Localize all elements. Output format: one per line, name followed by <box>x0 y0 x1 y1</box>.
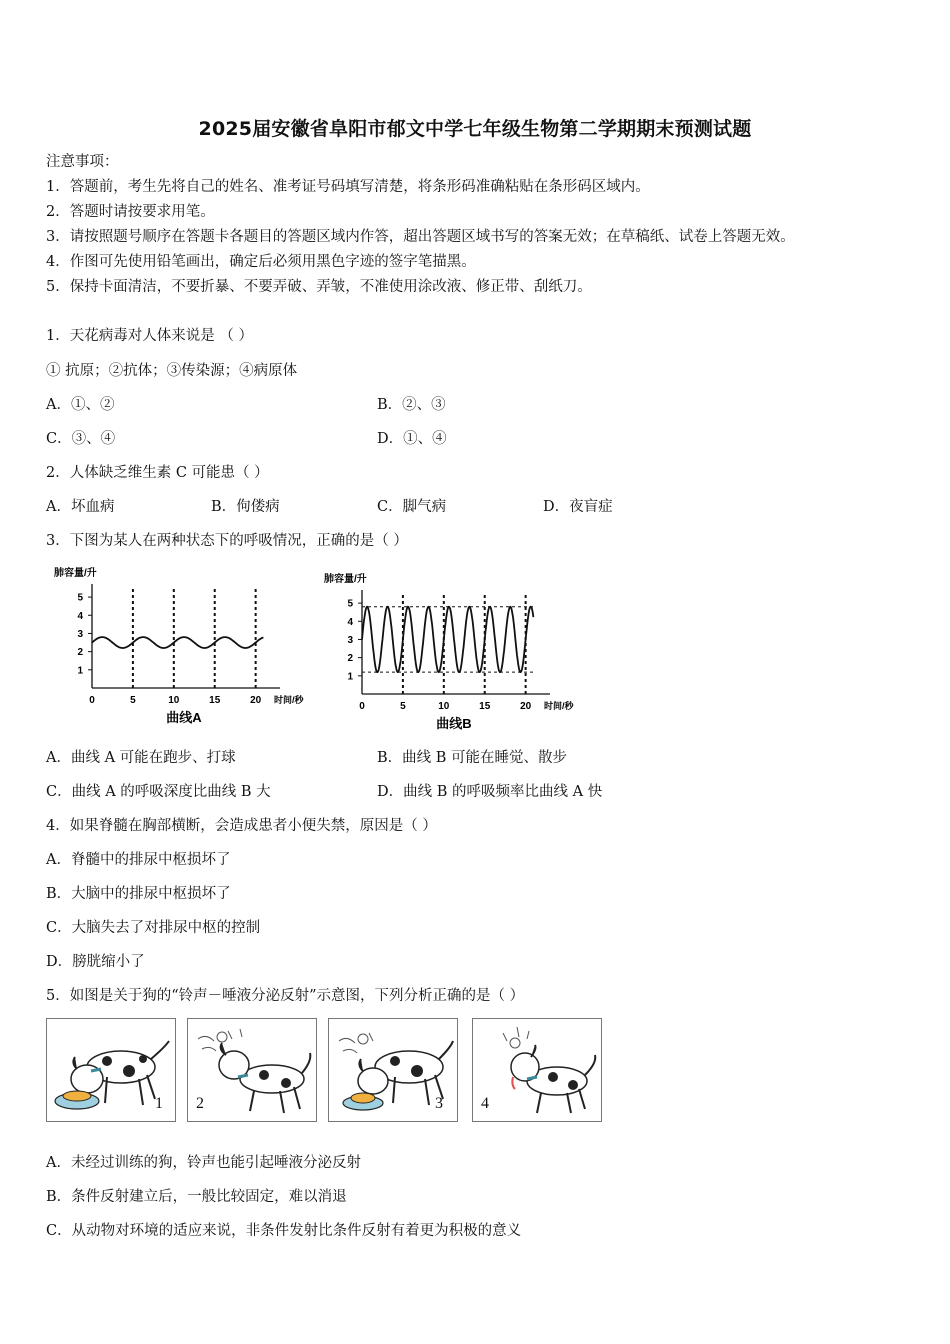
panel-number: 4 <box>481 1095 489 1112</box>
q5-option-b: B．条件反射建立后，一般比较固定，难以消退 <box>46 1189 347 1205</box>
dog-panel-1 <box>46 1018 176 1122</box>
x-tick-label: 20 <box>250 695 262 706</box>
dog-panel-3 <box>328 1018 458 1122</box>
q3-option-d: D．曲线 B 的呼吸频率比曲线 A 快 <box>377 784 603 800</box>
y-tick-label: 3 <box>347 634 353 646</box>
y-tick-label: 2 <box>347 653 353 665</box>
y-tick-label: 1 <box>347 671 353 683</box>
y-axis-label: 肺容量/升 <box>324 574 367 585</box>
chart-title: 曲线B <box>436 716 472 731</box>
y-tick-label: 4 <box>347 616 353 628</box>
x-tick-label: 20 <box>520 701 532 712</box>
q2-option-c: C．脚气病 <box>377 499 447 515</box>
dog-listening-illustration <box>188 1019 316 1121</box>
q1-choices: ① 抗原；②抗体；③传染源；④病原体 <box>46 363 298 379</box>
dog-salivating-illustration <box>473 1019 601 1121</box>
notice-item: 2．答题时请按要求用笔。 <box>46 204 215 220</box>
y-tick-label: 2 <box>77 647 83 659</box>
breathing-curve-line <box>92 637 263 648</box>
q4-option-c: C．大脑失去了对排尿中枢的控制 <box>46 920 261 936</box>
q1-option-c: C．③、④ <box>46 431 116 447</box>
dog-panel-4 <box>472 1018 602 1122</box>
chart-curve-a <box>46 560 304 730</box>
x-tick-label: 0 <box>359 701 365 712</box>
breathing-curve-line <box>362 607 533 672</box>
x-tick-label: 15 <box>209 695 221 706</box>
y-axis-label: 肺容量/升 <box>54 568 97 579</box>
q1-option-d: D．①、④ <box>377 431 447 447</box>
y-tick-label: 5 <box>77 592 83 604</box>
q4-stem: 4．如果脊髓在胸部横断，会造成患者小便失禁，原因是（ ） <box>46 818 437 834</box>
x-tick-label: 15 <box>479 701 491 712</box>
q3-option-c: C．曲线 A 的呼吸深度比曲线 B 大 <box>46 784 271 800</box>
x-tick-label: 10 <box>438 701 450 712</box>
x-tick-label: 5 <box>400 701 406 712</box>
x-tick-label: 5 <box>130 695 136 706</box>
q3-stem: 3．下图为某人在两种状态下的呼吸情况，正确的是（ ） <box>46 533 408 549</box>
y-tick-label: 5 <box>347 598 353 610</box>
page-title: 2025届安徽省阜阳市郁文中学七年级生物第二学期期末预测试题 <box>198 118 752 140</box>
notice-item: 5．保持卡面清洁，不要折暴、不要弄破、弄皱，不准使用涂改液、修正带、刮纸刀。 <box>46 279 592 295</box>
q2-option-d: D．夜盲症 <box>543 499 613 515</box>
q1-option-a: A．①、② <box>46 397 115 413</box>
q4-option-d: D．膀胱缩小了 <box>46 954 145 970</box>
notice-item: 3．请按照题号顺序在答题卡各题目的答题区域内作答，超出答题区域书写的答案无效；在草稿纸、试卷上答题无效。 <box>46 229 795 245</box>
panel-number: 1 <box>155 1095 163 1112</box>
q1-option-b: B．②、③ <box>377 397 446 413</box>
q5-option-a: A．未经过训练的狗，铃声也能引起唾液分泌反射 <box>46 1155 361 1171</box>
q1-stem: 1．天花病毒对人体来说是 （ ） <box>46 328 253 344</box>
q2-option-a: A．坏血病 <box>46 499 115 515</box>
panel-number: 3 <box>435 1095 443 1112</box>
x-tick-label: 10 <box>168 695 180 706</box>
x-axis-label: 时间/秒 <box>274 695 304 705</box>
panel-number: 2 <box>196 1095 204 1112</box>
y-tick-label: 1 <box>77 665 83 677</box>
x-axis-label: 时间/秒 <box>544 701 574 711</box>
q3-option-b: B．曲线 B 可能在睡觉、散步 <box>377 750 568 766</box>
chart-title: 曲线A <box>166 710 202 725</box>
q2-stem: 2．人体缺乏维生素 C 可能患（ ） <box>46 465 269 481</box>
x-tick-label: 0 <box>89 695 95 706</box>
notice-item: 1．答题前，考生先将自己的姓名、准考证号码填写清楚，将条形码准确粘贴在条形码区域内。 <box>46 179 650 195</box>
q4-option-a: A．脊髓中的排尿中枢损坏了 <box>46 852 231 868</box>
notice-heading: 注意事项： <box>46 154 119 170</box>
q5-option-c: C．从动物对环境的适应来说，非条件发射比条件反射有着更为积极的意义 <box>46 1223 522 1239</box>
chart-curve-b <box>324 572 576 740</box>
notice-item: 4．作图可先使用铅笔画出，确定后必须用黑色字迹的签字笔描黑。 <box>46 254 476 270</box>
q4-option-b: B．大脑中的排尿中枢损坏了 <box>46 886 231 902</box>
dog-panel-2 <box>187 1018 317 1122</box>
q2-option-b: B．佝偻病 <box>211 499 280 515</box>
y-tick-label: 3 <box>77 628 83 640</box>
y-tick-label: 4 <box>77 610 83 622</box>
q5-stem: 5．如图是关于狗的“铃声－唾液分泌反射”示意图，下列分析正确的是（ ） <box>46 988 525 1004</box>
q3-option-a: A．曲线 A 可能在跑步、打球 <box>46 750 236 766</box>
